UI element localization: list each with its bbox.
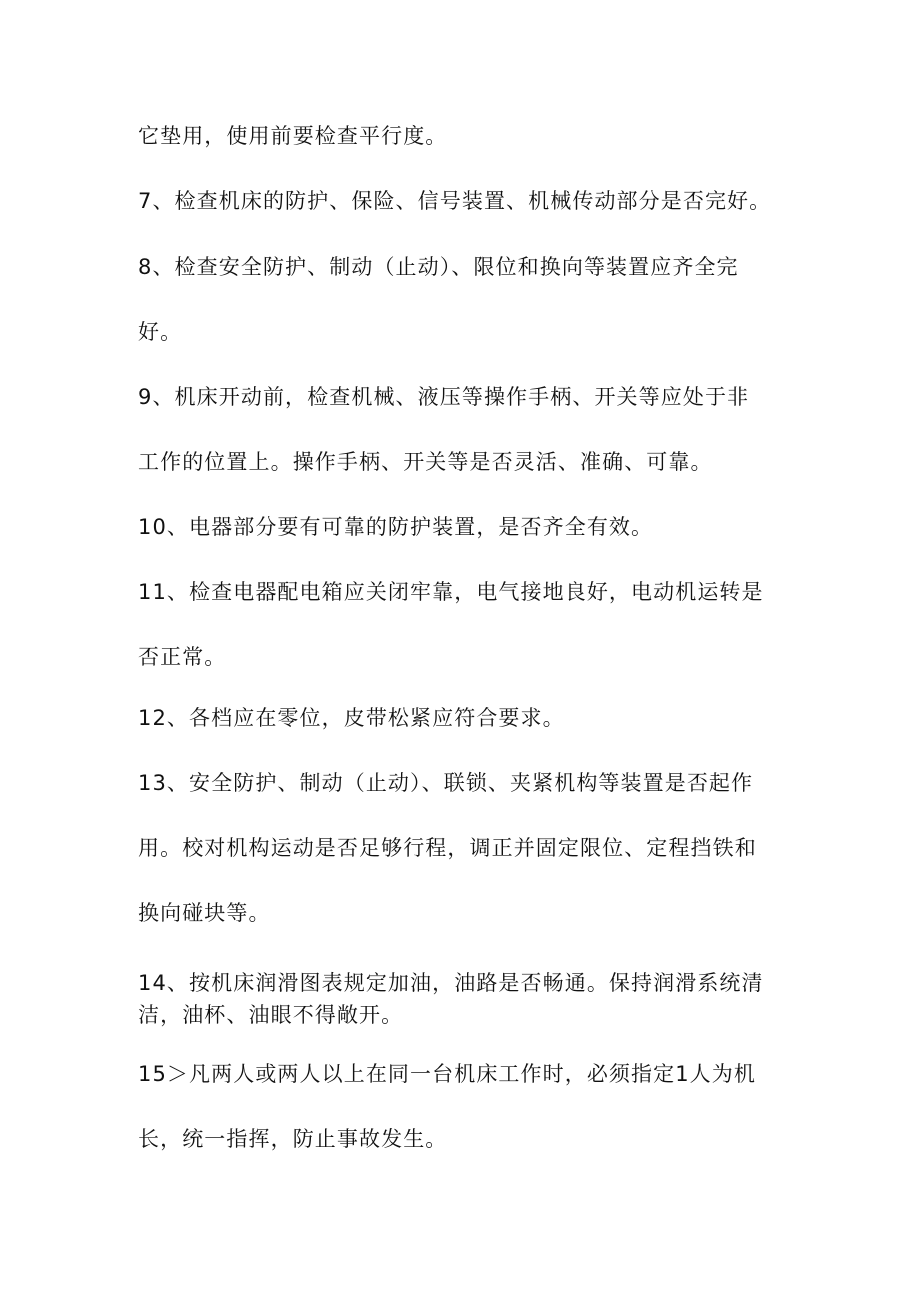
text-line: 14、按机床润滑图表规定加油，油路是否畅通。保持润滑系统清	[138, 971, 764, 995]
text-line: 好。	[138, 320, 183, 344]
text-line: 10、电器部分要有可靠的防护装置，是否齐全有效。	[138, 515, 654, 539]
text-line: 15＞凡两人或两人以上在同一台机床工作时，必须指定1人为机	[138, 1062, 756, 1086]
text-line: 否正常。	[138, 645, 227, 669]
text-line: 8、检查安全防护、制动（止动）、限位和换向等装置应齐全完	[138, 255, 739, 279]
text-line: 7、检查机床的防护、保险、信号装置、机械传动部分是否完好。	[138, 189, 772, 213]
text-line: 用。校对机构运动是否足够行程，调正并固定限位、定程挡铁和	[138, 836, 757, 860]
text-line: 它垫用，使用前要检查平行度。	[138, 124, 448, 148]
text-line: 洁，油杯、油眼不得敞开。	[138, 1003, 404, 1027]
text-line: 9、机床开动前，检查机械、液压等操作手柄、开关等应处于非	[138, 385, 750, 409]
text-line: 换向碰块等。	[138, 901, 271, 925]
text-line: 工作的位置上。操作手柄、开关等是否灵活、准确、可靠。	[138, 450, 713, 474]
text-line: 11、检查电器配电箱应关闭牢靠，电气接地良好，电动机运转是	[138, 580, 764, 604]
text-line: 13、安全防护、制动（止动）、联锁、夹紧机构等装置是否起作	[138, 771, 754, 795]
text-line: 长，统一指挥，防止事故发生。	[138, 1127, 448, 1151]
text-line: 12、各档应在零位，皮带松紧应符合要求。	[138, 706, 565, 730]
